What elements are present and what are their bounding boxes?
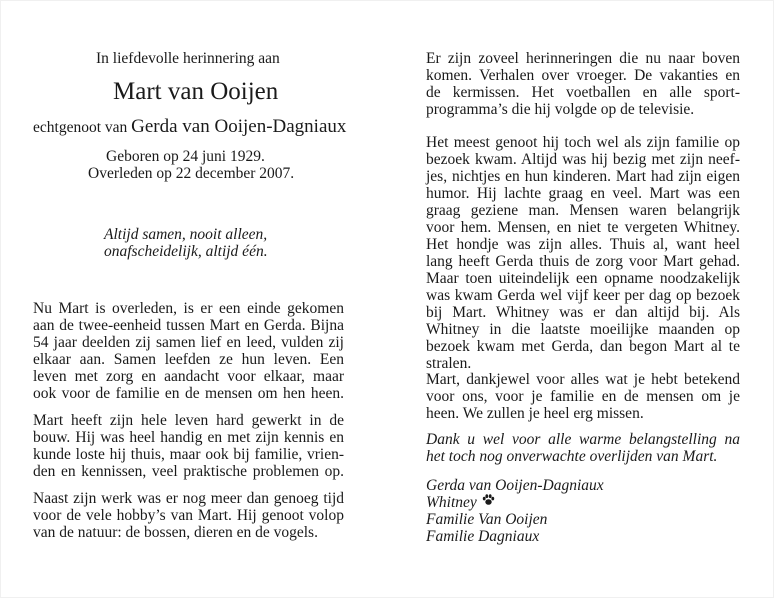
signature-line: Familie Dagniaux bbox=[426, 528, 540, 545]
body-line: bouw. Hij was heel handig en met zijn kennis en bbox=[33, 429, 344, 446]
body-line: kunde loste hij thuis, maar ook bij familie, vrien- bbox=[33, 446, 344, 463]
signature-line: Gerda van Ooijen-Dagniaux bbox=[426, 477, 604, 494]
body-line: Whitney in die laatste moeilijke maanden op bbox=[426, 321, 740, 338]
death-date: Overleden op 22 december 2007. bbox=[88, 165, 295, 182]
body-line: graag geziene man. Mensen waren belangrijk bbox=[426, 202, 740, 219]
spouse-name: Gerda van Ooijen-Dagniaux bbox=[131, 116, 347, 137]
intro-line: In liefdevolle herinnering aan bbox=[96, 50, 280, 67]
paw-print-icon bbox=[482, 493, 495, 510]
body-line: programma’s die hij volgde op de televisie. bbox=[426, 101, 695, 118]
thanks-line: het toch nog onverwachte overlijden van Mart. bbox=[426, 448, 718, 465]
body-line: komen. Verhalen over vroeger. De vakanties en bbox=[426, 67, 740, 84]
body-line: de kermissen. Het voetballen en alle sport- bbox=[426, 84, 740, 101]
body-line: van de natuur: de bossen, dieren en de vogels. bbox=[33, 524, 318, 541]
body-line: was kwam Gerda wel vijf keer per dag op bezoek bbox=[426, 287, 740, 304]
thanks-line: Dank u wel voor alle warme belangstelling na bbox=[426, 431, 740, 448]
body-line: ook voor de familie en de mensen om hen heen. bbox=[33, 385, 344, 402]
body-line: Nu Mart is overleden, is er een einde gekomen bbox=[33, 300, 344, 317]
spouse-line bbox=[33, 118, 346, 136]
deceased-name: Mart van Ooijen bbox=[113, 78, 279, 105]
body-line: voor de vele hobby’s van Mart. Hij genoot volop bbox=[33, 507, 344, 524]
body-line: den en kennissen, veel praktische problemen op. bbox=[33, 463, 344, 480]
body-line: voor ons, voor je familie en de mensen om je bbox=[426, 388, 740, 405]
body-line: elkaar aan. Samen leefden ze hun leven. Een bbox=[33, 351, 344, 368]
body-line: Maar toen uiteindelijk een opname noodzakelijk bbox=[426, 270, 740, 287]
body-line: humor. Hij lachte graag en veel. Mart was een bbox=[426, 185, 740, 202]
signature-line bbox=[426, 494, 495, 511]
body-line: heen. We zullen je heel erg missen. bbox=[426, 405, 644, 422]
body-line: lang heeft Gerda thuis de zorg voor Mart gehad. bbox=[426, 253, 740, 270]
body-line: Mart heeft zijn hele leven hard gewerkt in de bbox=[33, 412, 344, 429]
body-line: bezoek kwam met Gerda, dan begon Mart al te bbox=[426, 338, 740, 355]
body-line: Er zijn zoveel herinneringen die nu naar boven bbox=[426, 50, 740, 67]
body-line: Het hondje was zijn alles. Thuis al, want heel bbox=[426, 236, 740, 253]
body-line: stralen. bbox=[426, 355, 472, 372]
spouse-prefix: echtgenoot van bbox=[33, 119, 132, 136]
body-line: Mart, dankjewel voor alles wat je hebt betekend bbox=[426, 371, 740, 388]
verse-line: Altijd samen, nooit alleen, bbox=[104, 226, 268, 243]
verse-line: onafscheidelijk, altijd één. bbox=[104, 243, 268, 260]
body-line: leven met zorg en aandacht voor elkaar, maar bbox=[33, 368, 344, 385]
born-date: Geboren op 24 juni 1929. bbox=[106, 148, 265, 165]
signature-whitney: Whitney bbox=[426, 494, 477, 511]
body-line: Het meest genoot hij toch wel als zijn familie op bbox=[426, 134, 740, 151]
body-line: voor hem. Mensen, en niet te vergeten Whitney. bbox=[426, 219, 740, 236]
body-line: jes, nichtjes en hun kinderen. Mart had zijn eigen bbox=[426, 168, 740, 185]
body-line: Naast zijn werk was er nog meer dan genoeg tijd bbox=[33, 490, 344, 507]
signature-line: Familie Van Ooijen bbox=[426, 511, 548, 528]
body-line: bezoek kwam. Altijd was hij bezig met zijn neef- bbox=[426, 151, 740, 168]
body-line: 54 jaar deelden zij samen lief en leed, vulden zij bbox=[33, 334, 344, 351]
body-line: bij Mart. Whitney was er dan altijd bij. Als bbox=[426, 304, 740, 321]
body-line: aan de twee-eenheid tussen Mart en Gerda. Bijna bbox=[33, 317, 344, 334]
